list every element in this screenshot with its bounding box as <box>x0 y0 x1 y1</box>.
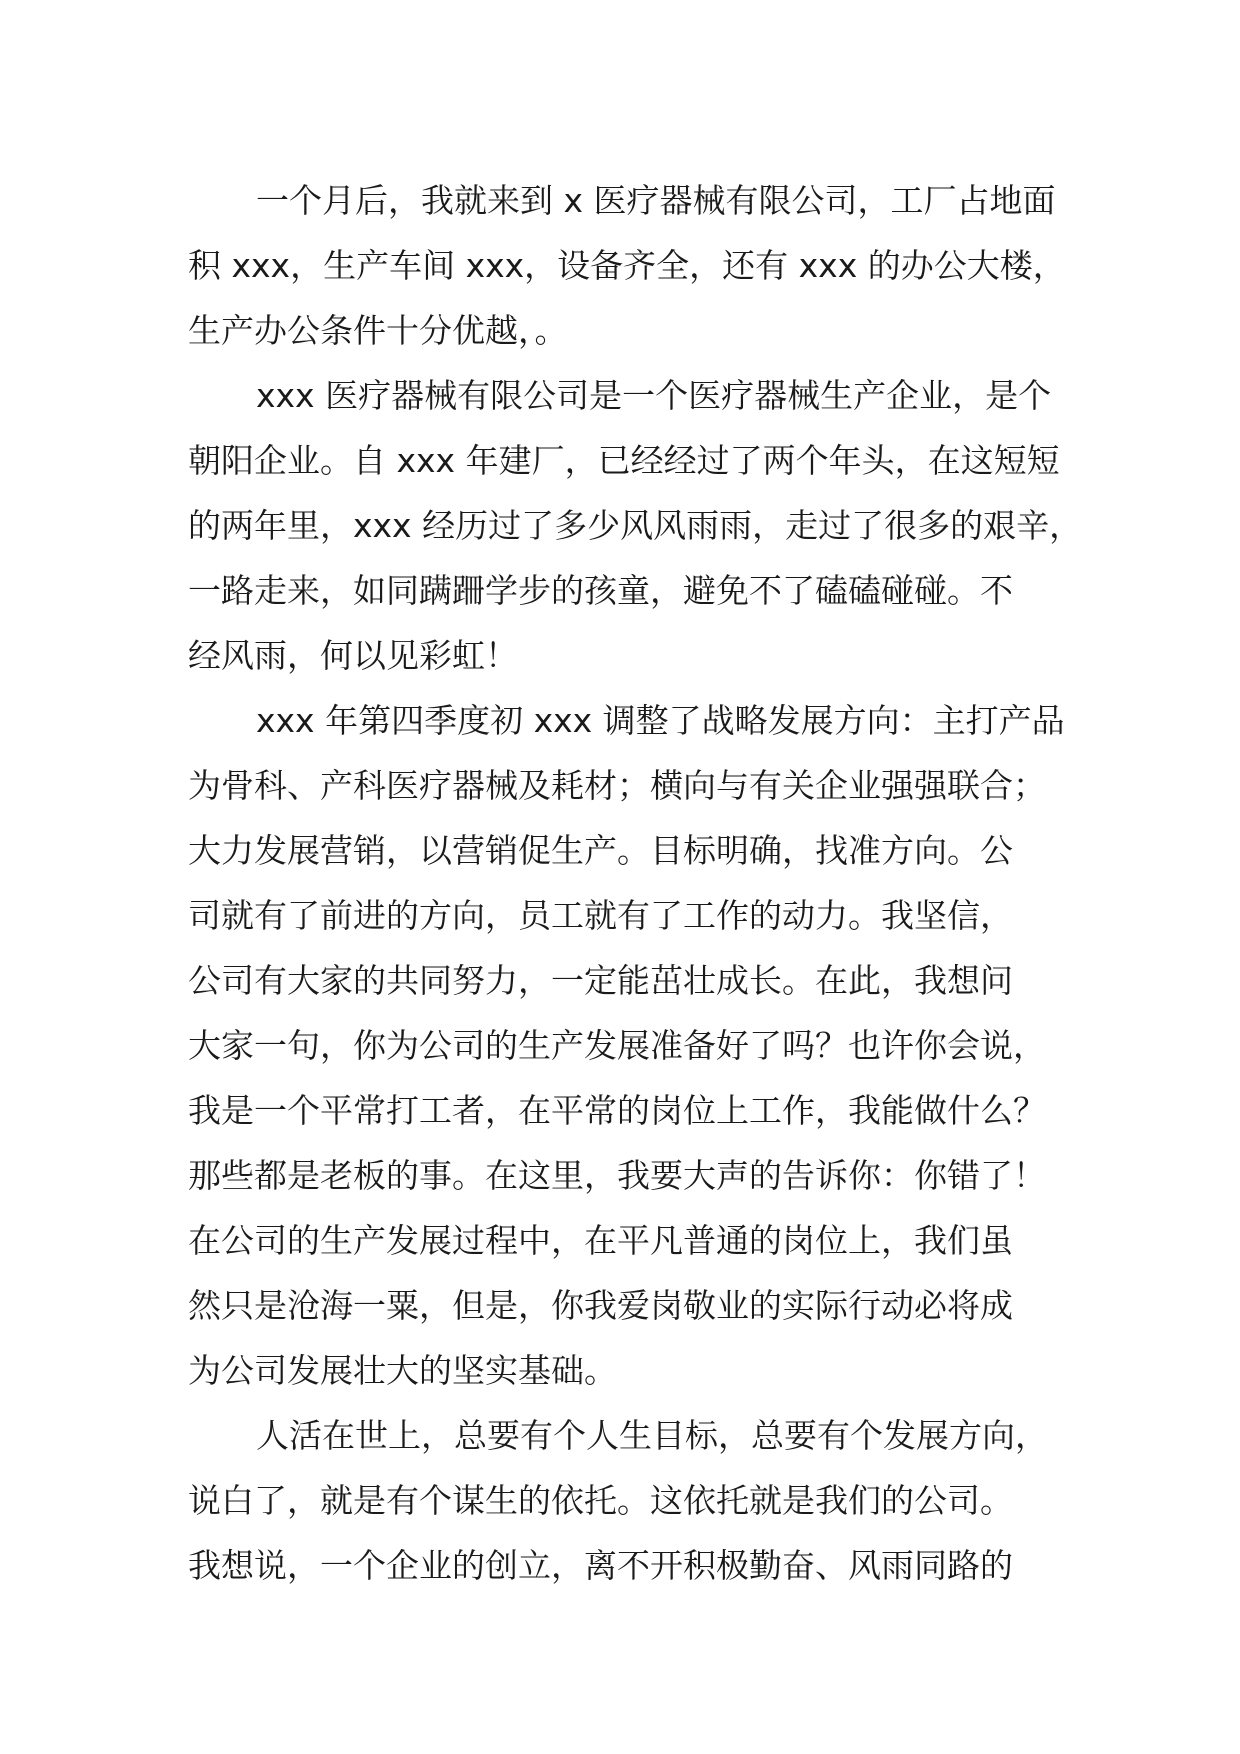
paragraph-line: 经风雨，何以见彩虹！ <box>188 636 518 675</box>
paragraph-line: 司就有了前进的方向，员工就有了工作的动力。我坚信， <box>188 896 1013 935</box>
paragraph-line: 一个月后，我就来到 x 医疗器械有限公司，工厂占地面 <box>256 181 1056 220</box>
paragraph-line: 朝阳企业。自 xxx 年建厂，已经经过了两个年头，在这短短 <box>188 441 1060 480</box>
paragraph-line: 一路走来，如同蹒跚学步的孩童，避免不了磕磕碰碰。不 <box>188 571 1013 610</box>
paragraph-line: 公司有大家的共同努力，一定能茁壮成长。在此，我想问 <box>188 961 1013 1000</box>
paragraph-line: xxx 年第四季度初 xxx 调整了战略发展方向：主打产品 <box>256 701 1065 740</box>
paragraph-line: 人活在世上，总要有个人生目标，总要有个发展方向， <box>256 1416 1048 1455</box>
paragraph-line: 我想说，一个企业的创立，离不开积极勤奋、风雨同路的 <box>188 1546 1013 1585</box>
paragraph-2 <box>188 363 1088 688</box>
paragraph-4 <box>188 1403 1088 1598</box>
paragraph-line: 说白了，就是有个谋生的依托。这依托就是我们的公司。 <box>188 1481 1013 1520</box>
paragraph-line: 为公司发展壮大的坚实基础。 <box>188 1351 617 1390</box>
paragraph-line: xxx 医疗器械有限公司是一个医疗器械生产企业，是个 <box>256 376 1052 415</box>
paragraph-line: 我是一个平常打工者，在平常的岗位上工作，我能做什么？ <box>188 1091 1046 1130</box>
paragraph-line: 然只是沧海一粟，但是，你我爱岗敬业的实际行动必将成 <box>188 1286 1013 1325</box>
paragraph-line: 为骨科、产科医疗器械及耗材；横向与有关企业强强联合； <box>188 766 1046 805</box>
paragraph-1 <box>188 168 1088 363</box>
paragraph-3 <box>188 688 1088 1403</box>
paragraph-line: 积 xxx，生产车间 xxx，设备齐全，还有 xxx 的办公大楼， <box>188 246 1066 285</box>
paragraph-line: 大家一句，你为公司的生产发展准备好了吗？也许你会说， <box>188 1026 1046 1065</box>
paragraph-line: 生产办公条件十分优越，。 <box>188 311 568 350</box>
document-body <box>188 168 1088 1598</box>
paragraph-line: 大力发展营销，以营销促生产。目标明确，找准方向。公 <box>188 831 1013 870</box>
paragraph-line: 那些都是老板的事。在这里，我要大声的告诉你：你错了！ <box>188 1156 1046 1195</box>
paragraph-line: 在公司的生产发展过程中，在平凡普通的岗位上，我们虽 <box>188 1221 1013 1260</box>
paragraph-line: 的两年里，xxx 经历过了多少风风雨雨，走过了很多的艰辛， <box>188 506 1083 545</box>
